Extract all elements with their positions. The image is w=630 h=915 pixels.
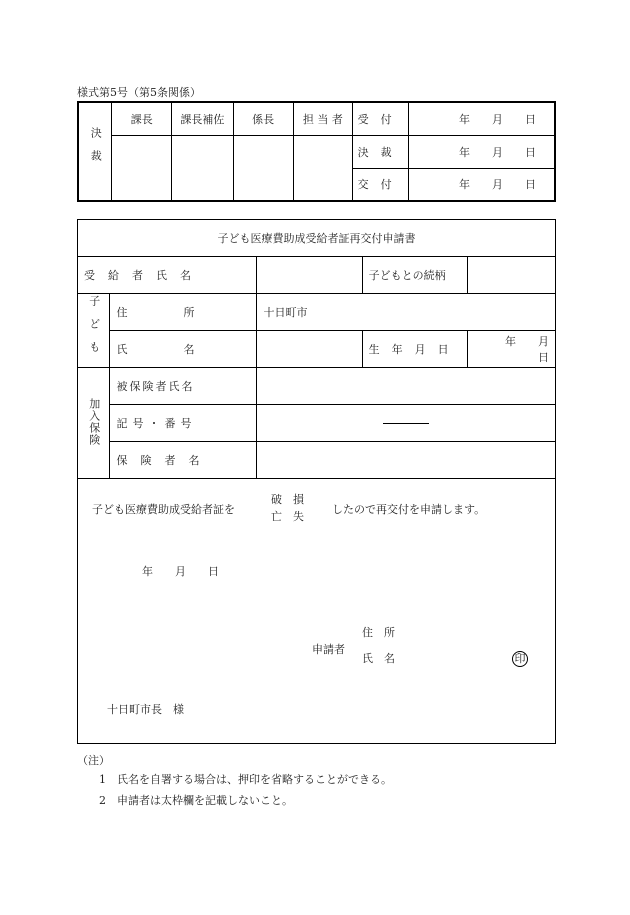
statement-suffix: したので再交付を申請します。 bbox=[332, 503, 486, 516]
child-birth-label: 生年月日 bbox=[362, 331, 467, 368]
role-tanto: 担 当 者 bbox=[293, 102, 353, 135]
relationship-field[interactable] bbox=[467, 257, 555, 294]
approval-side-label: 決裁 bbox=[78, 102, 112, 201]
addressee: 十日町市長 様 bbox=[107, 703, 184, 716]
symbol-number-label: 記号・番号 bbox=[110, 405, 257, 442]
role-kacho: 課長 bbox=[112, 102, 172, 135]
applicant-name-label: 氏 名 bbox=[362, 652, 395, 665]
row-uketsuke-date: 年 月 日 bbox=[409, 102, 556, 135]
row-kofu-label: 交付 bbox=[353, 168, 409, 201]
applicant-address-label: 住 所 bbox=[362, 626, 395, 639]
stamp-box-kakaricho[interactable] bbox=[233, 135, 293, 201]
statement-prefix: 子ども医療費助成受給者証を bbox=[92, 503, 235, 516]
application-form bbox=[77, 219, 571, 744]
application-statement-area bbox=[78, 479, 556, 744]
row-uketsuke-label: 受付 bbox=[353, 102, 409, 135]
role-kakaricho: 係長 bbox=[233, 102, 293, 135]
option-damage[interactable]: 破 損 bbox=[271, 493, 304, 506]
stamp-box-tanto[interactable] bbox=[293, 135, 353, 201]
symbol-number-separator bbox=[383, 423, 429, 424]
stamp-box-kacho-hosa[interactable] bbox=[172, 135, 234, 201]
symbol-number-field[interactable] bbox=[257, 405, 556, 442]
insurance-side-label: 加入保険 bbox=[78, 368, 110, 479]
row-kofu-date: 年 月 日 bbox=[409, 168, 556, 201]
stamp-box-kacho[interactable] bbox=[112, 135, 172, 201]
form-number: 様式第5号（第5条関係） bbox=[77, 86, 201, 99]
form-title: 子ども医療費助成受給者証再交付申請書 bbox=[78, 220, 556, 257]
role-kacho-hosa: 課長補佐 bbox=[172, 102, 234, 135]
application-date[interactable]: 年 月 日 bbox=[142, 565, 219, 578]
insurer-field[interactable] bbox=[257, 442, 556, 479]
approval-table bbox=[77, 101, 556, 202]
option-lost[interactable]: 亡 失 bbox=[271, 510, 304, 523]
seal-icon: 印 bbox=[512, 651, 528, 667]
notes-heading: （注） bbox=[77, 754, 110, 767]
recipient-name-label: 受給者氏名 bbox=[78, 257, 257, 294]
applicant-label: 申請者 bbox=[312, 643, 345, 656]
insured-name-field[interactable] bbox=[257, 368, 556, 405]
child-address-label: 住所 bbox=[110, 294, 257, 331]
row-kessai-date: 年 月 日 bbox=[409, 135, 556, 168]
insurer-label: 保険者名 bbox=[110, 442, 257, 479]
note-item-2: 2 申請者は太枠欄を記載しないこと。 bbox=[99, 794, 293, 807]
child-side-label: 子ども bbox=[78, 294, 110, 368]
child-name-label: 氏名 bbox=[110, 331, 257, 368]
child-address-field[interactable]: 十日町市 bbox=[257, 294, 556, 331]
relationship-label: 子どもとの続柄 bbox=[362, 257, 467, 294]
row-kessai-label: 決裁 bbox=[353, 135, 409, 168]
recipient-name-field[interactable] bbox=[257, 257, 362, 294]
note-item-1: 1 氏名を自署する場合は、押印を省略することができる。 bbox=[99, 773, 392, 786]
insured-name-label: 被保険者氏名 bbox=[110, 368, 257, 405]
child-birth-field[interactable]: 年 月 日 bbox=[467, 331, 555, 368]
child-name-field[interactable] bbox=[257, 331, 362, 368]
